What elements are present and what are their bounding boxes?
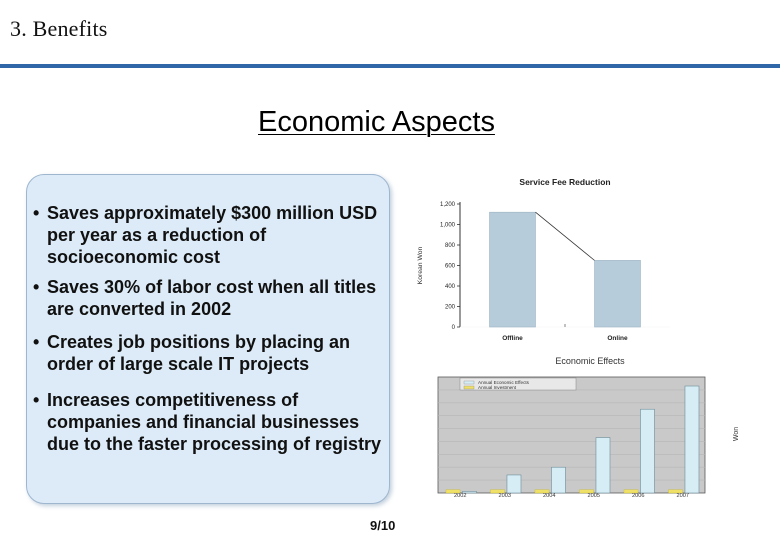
bar-economic-effects-2007	[685, 386, 699, 493]
bullet-marker: •	[33, 203, 40, 223]
bullet-text-3: Creates job positions by placing an order of large scale IT projects	[47, 332, 351, 374]
bullet-text-1: Saves approximately $300 million USD per year as a reduction of socioeconomic cost	[47, 203, 378, 267]
legend-label: Annual Economic Effects	[478, 380, 529, 385]
x-tick-label: 2004	[543, 493, 556, 498]
y-axis-label: Won	[733, 426, 740, 442]
y-tick-label: 1,200	[439, 202, 455, 209]
bullet-marker: •	[33, 390, 40, 410]
bar-economic-effects-2006	[640, 409, 654, 493]
x-tick-label: Online	[607, 335, 628, 342]
bullet-text-4: Increases competitiveness of companies and financial businesses due to the faster processing of registry	[47, 390, 382, 454]
bar-offline	[490, 212, 536, 327]
legend-label: Annual Investment	[478, 385, 517, 390]
y-tick-label: 600	[444, 263, 455, 270]
bullet-item-3	[33, 331, 388, 375]
benefits-bullet-box	[26, 174, 390, 504]
service-fee-reduction-chart	[412, 172, 678, 344]
bullet-item-4	[33, 389, 388, 455]
header-title: 3. Benefits	[10, 16, 108, 41]
y-axis-label: Korean Won	[417, 246, 424, 285]
slide-title: Economic Aspects	[258, 106, 495, 138]
x-tick-label: 2005	[587, 493, 600, 498]
y-tick-label: 1,000	[439, 222, 455, 229]
chart-title: Economic Effects	[555, 356, 625, 366]
bar-online	[595, 260, 641, 327]
x-tick-label: 2007	[676, 493, 689, 498]
y-tick-label: 400	[444, 284, 455, 291]
bullet-item-2	[33, 276, 388, 320]
bar-economic-effects-2003	[507, 475, 521, 493]
bar-economic-effects-2005	[596, 438, 610, 493]
bullet-marker: •	[33, 277, 40, 297]
plot-area	[438, 377, 705, 493]
x-tick-label: 2003	[498, 493, 511, 498]
bullet-marker: •	[33, 332, 40, 352]
bullet-item-1	[33, 202, 388, 268]
legend-swatch	[464, 386, 474, 389]
y-tick-label: 200	[444, 304, 455, 311]
y-tick-label: 0	[451, 325, 455, 332]
bullet-text-2: Saves 30% of labor cost when all titles are converted in 2002	[47, 277, 377, 319]
chart-title: Service Fee Reduction	[519, 177, 611, 187]
x-tick-label: Offline	[502, 335, 523, 342]
header-divider	[0, 64, 780, 68]
bar-economic-effects-2004	[551, 467, 565, 493]
legend-swatch	[464, 381, 474, 384]
connector-line	[536, 212, 595, 260]
x-tick-label: 2002	[454, 493, 467, 498]
x-tick-label: 2006	[632, 493, 645, 498]
economic-effects-chart	[400, 350, 780, 498]
page-number: 9/10	[370, 518, 396, 533]
y-tick-label: 800	[444, 243, 455, 250]
